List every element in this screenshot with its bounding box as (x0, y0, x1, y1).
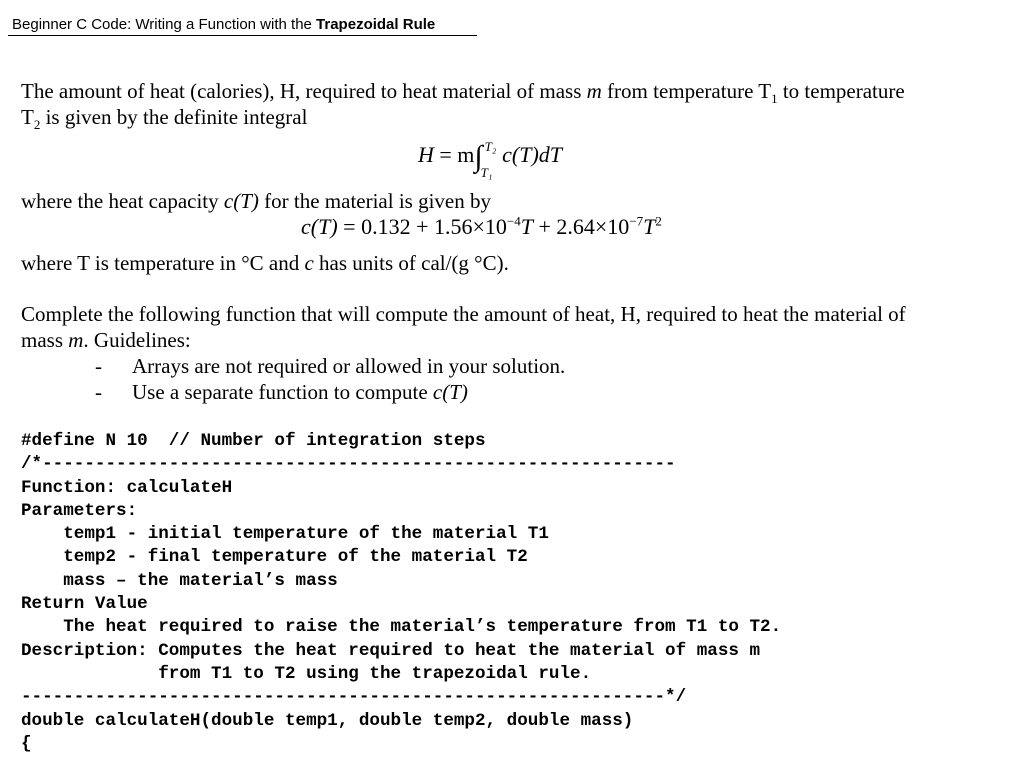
code-line: The heat required to raise the material’s temperature from T1 to T2. (21, 617, 782, 638)
bullet-dash: - (95, 354, 102, 378)
lower-limit: T₁ (480, 165, 493, 180)
intro-line-2 (21, 104, 308, 133)
intro-text: from temperature T (601, 79, 772, 103)
text: has units of cal/(g °C). (313, 251, 509, 275)
integral-sign: ∫ (474, 140, 483, 173)
intro-text: to temperature (777, 79, 905, 103)
symbol: c (304, 251, 314, 275)
exponent: 2 (655, 213, 662, 229)
title-prefix: Beginner C Code: Writing a Function with the (12, 16, 317, 33)
formula-lhs: c(T) (301, 214, 338, 239)
guideline-item (95, 379, 468, 405)
code-line: double calculateH(double temp1, double temp2, double mass) (21, 710, 634, 731)
mass-symbol: m (586, 79, 602, 103)
code-line: /*------------------------------------------------------------ (21, 454, 676, 475)
heat-capacity-formula (301, 214, 662, 240)
variable: T (643, 214, 656, 239)
formula-part: = 0.132 + 1.56×10 (337, 214, 507, 239)
equation-lhs: H (418, 142, 434, 167)
text: mass (21, 328, 69, 352)
variable: T (520, 214, 533, 239)
subscript: 1 (771, 91, 778, 107)
code-line: { (21, 733, 32, 754)
code-line: temp1 - initial temperature of the material T1 (21, 524, 549, 545)
function-symbol: c(T) (223, 189, 259, 213)
code-line: #define N 10 // Number of integration steps (21, 431, 486, 451)
subscript: 2 (33, 117, 41, 133)
equation-eq: = m (433, 142, 475, 167)
exponent: −7 (629, 213, 644, 229)
code-line: mass – the material’s mass (21, 570, 338, 591)
exponent: −4 (506, 213, 521, 229)
integral-equation (418, 139, 563, 180)
code-line: temp2 - final temperature of the material T2 (21, 547, 528, 568)
intro-text: The amount of heat (calories), H, required to heat material of mass (21, 79, 587, 103)
units-line (21, 250, 509, 276)
integral-limits (480, 139, 497, 180)
guideline-text: Use a separate function to compute (132, 380, 433, 404)
guideline-text: Arrays are not required or allowed in your solution. (132, 354, 566, 378)
document-title (8, 14, 477, 36)
code-line: Return Value (21, 594, 148, 615)
formula-part: + 2.64×10 (532, 214, 630, 239)
intro-line-1 (21, 78, 905, 107)
task-line-2 (21, 327, 191, 353)
upper-limit: T₂ (484, 139, 497, 154)
bullet-dash: - (95, 380, 102, 404)
text: for the material is given by (258, 189, 491, 213)
code-line: -------------------------------------------------------------*/ (21, 687, 687, 708)
code-line: from T1 to T2 using the trapezoidal rule. (21, 663, 592, 684)
code-line: Parameters: (21, 500, 138, 521)
intro-text: is given by the definite integral (40, 105, 308, 129)
code-block (21, 430, 781, 756)
text: . Guidelines: (83, 328, 191, 352)
task-line-1: Complete the following function that will compute the amount of heat, H, required to heat the material of (21, 302, 906, 326)
code-line: Description: Computes the heat required to heat the material of mass m (21, 640, 761, 661)
mass-symbol: m (68, 328, 84, 352)
title-bold: Trapezoidal Rule (316, 16, 436, 33)
integrand: c(T)dT (496, 142, 563, 167)
intro-text: T (21, 105, 34, 129)
text: where T is temperature in °C and (21, 251, 305, 275)
text: where the heat capacity (21, 189, 224, 213)
guideline-item (95, 353, 565, 379)
heat-capacity-line (21, 188, 491, 214)
function-symbol: c(T) (432, 380, 468, 404)
code-line: Function: calculateH (21, 477, 233, 498)
